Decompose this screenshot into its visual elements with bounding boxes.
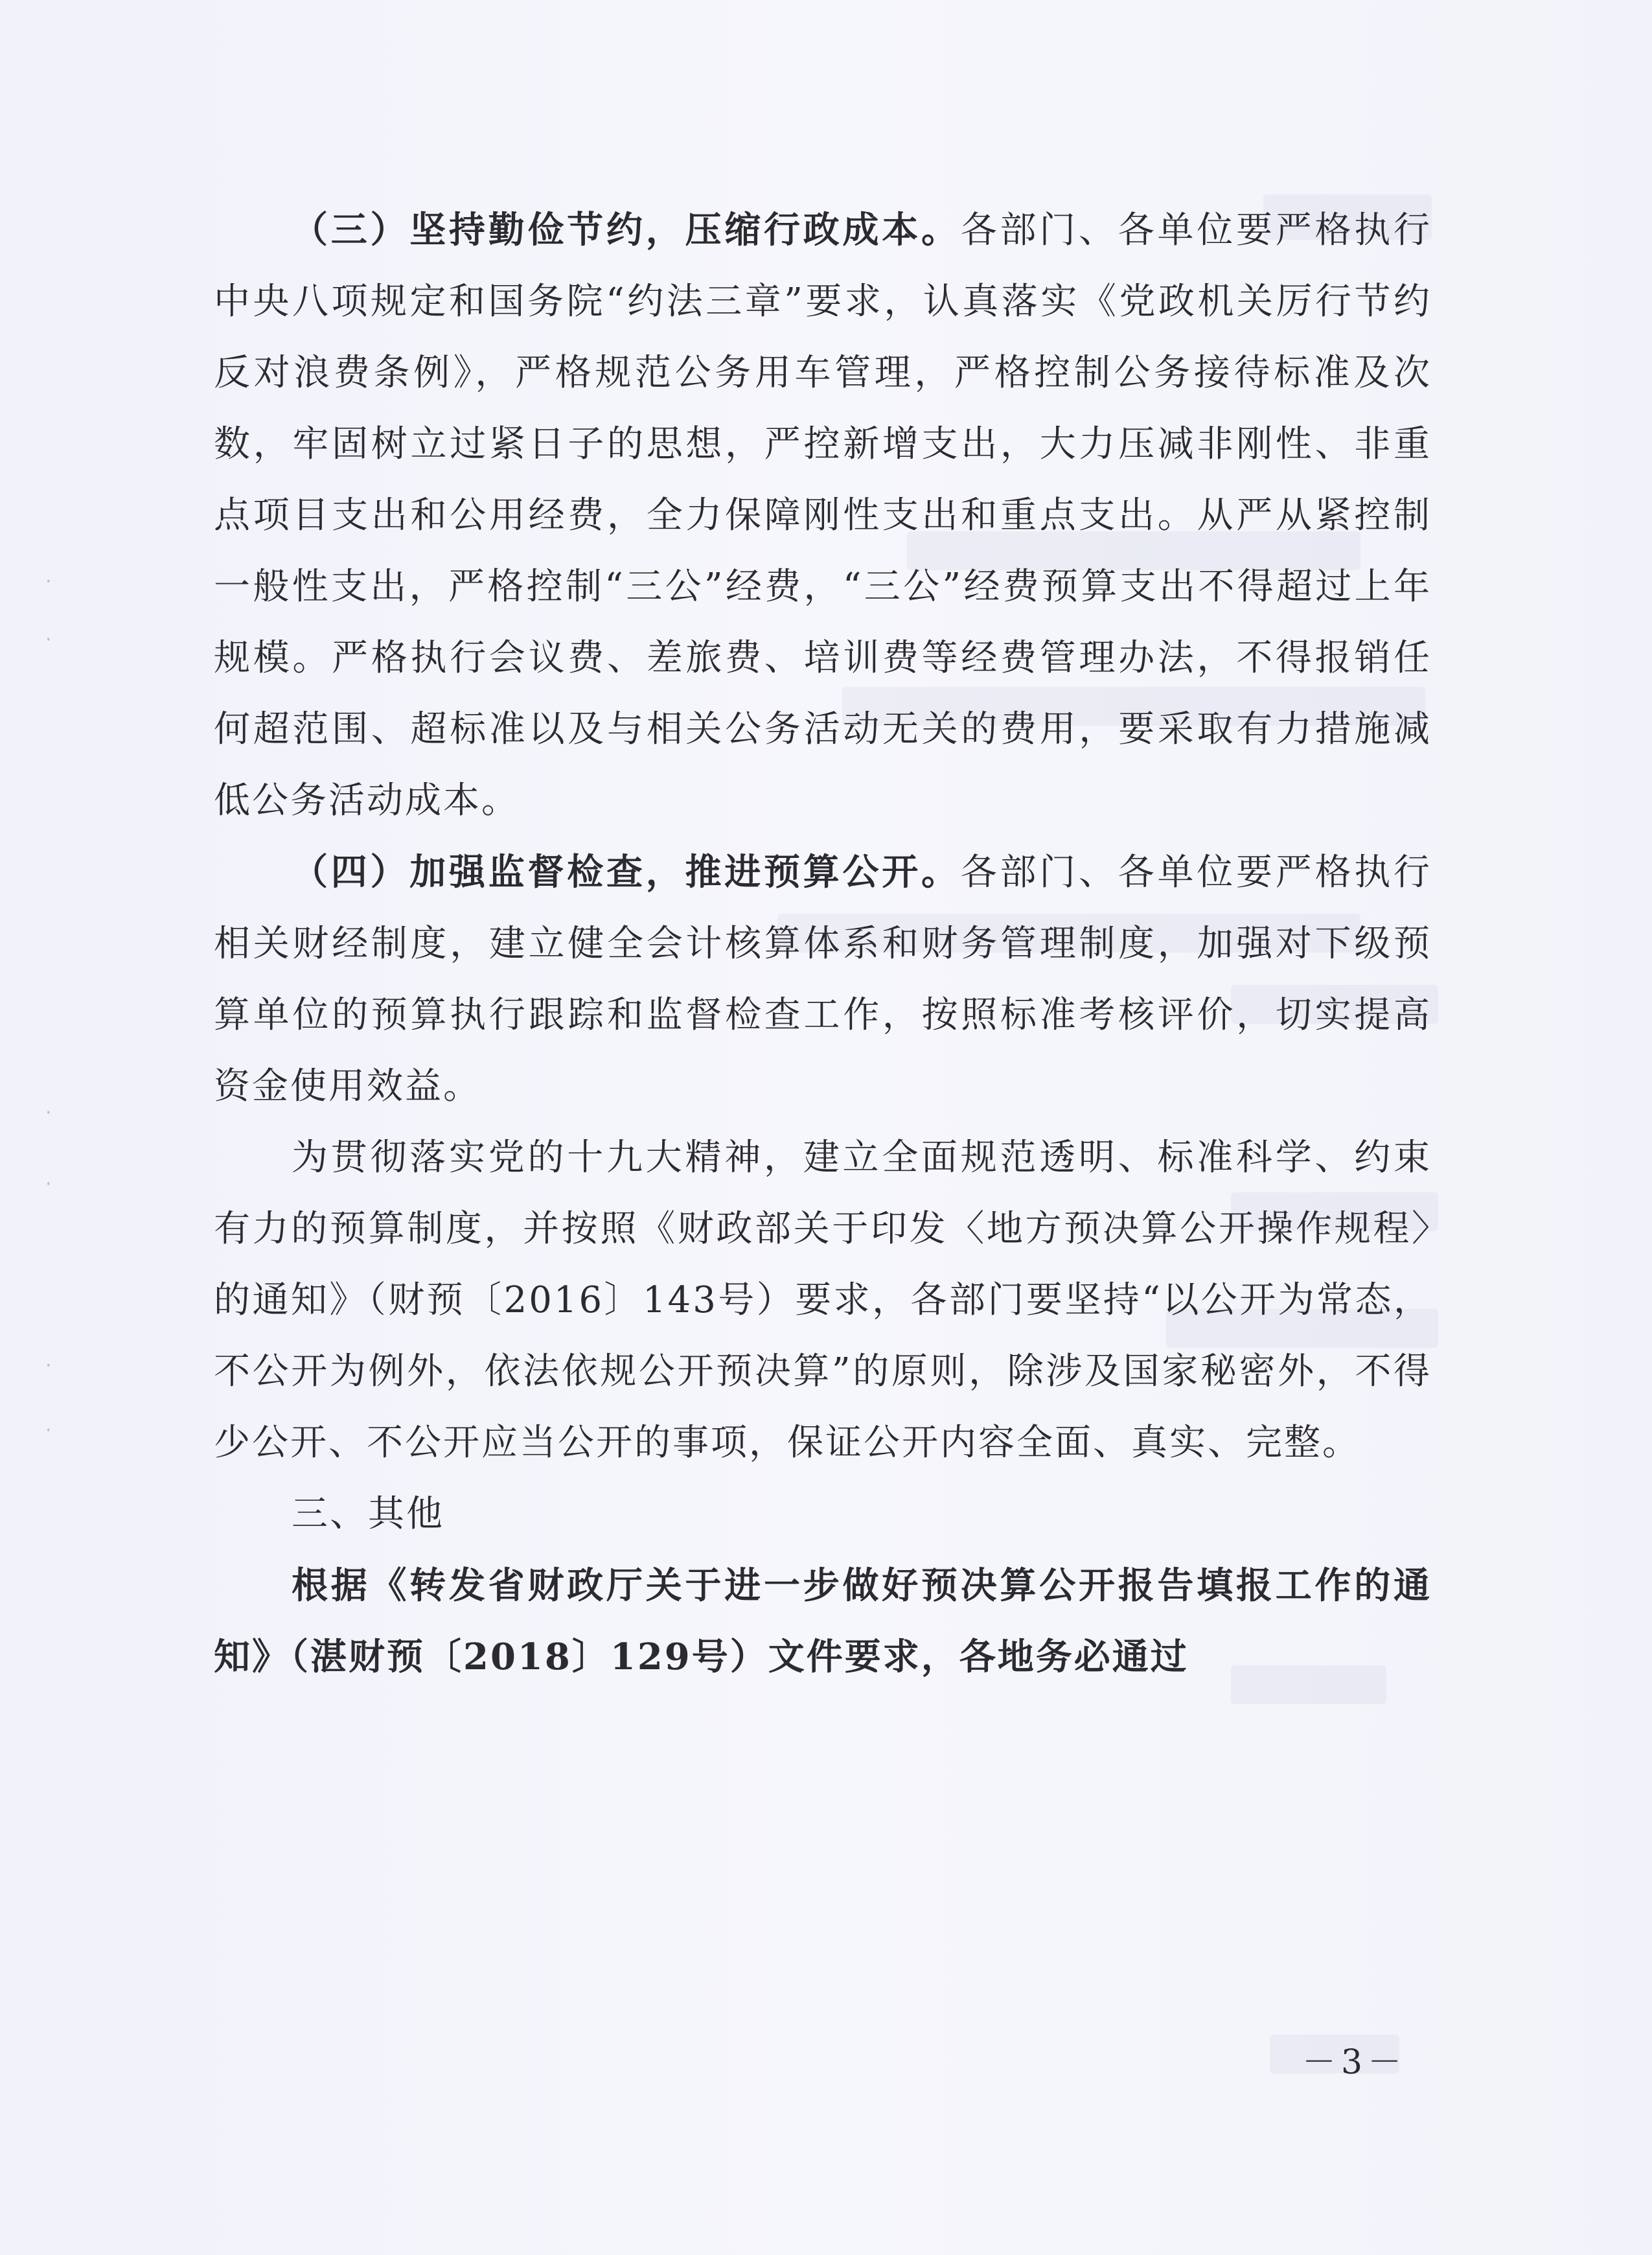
paragraph-body: 各部门、各单位要严格执行相关财经制度，建立健全会计核算体系和财务管理制度，加强对下级预算单位的预算执行跟踪和监督检查工作，按照标准考核评价，切实提高资金使用效益。 [214, 851, 1432, 1107]
document-body [214, 194, 1432, 1693]
margin-dot: · [45, 629, 52, 651]
paragraph-final: 根据《转发省财政厅关于进一步做好预决算公开报告填报工作的通知》（湛财预〔2018〕129号）文件要求，各地务必通过 [214, 1564, 1432, 1678]
margin-dot: · [45, 1173, 52, 1196]
margin-dot: · [45, 570, 52, 593]
margin-dot: · [45, 1102, 52, 1124]
paragraph-lead: （四）加强监督检查，推进预算公开。 [292, 851, 961, 894]
paragraph-disclosure [214, 1122, 1432, 1479]
paragraph-austerity [214, 194, 1432, 837]
page-number: －3－ [1302, 2043, 1407, 2082]
section-heading: 三、其他 [292, 1493, 444, 1535]
margin-dot: · [45, 1419, 52, 1442]
margin-dot: · [45, 1354, 52, 1377]
paragraph-lead: （三）坚持勤俭节约，压缩行政成本。 [292, 209, 961, 251]
paragraph-body: 各部门、各单位要严格执行中央八项规定和国务院“约法三章”要求，认真落实《党政机关厉行节约反对浪费条例》，严格规范公务用车管理，严格控制公务接待标准及次数，牢固树立过紧日子的思想，严控新增支出，大力压减非刚性、非重点项目支出和公用经费，全力保障刚性支出和重点支出。从严从紧控制一般性支出，严格控制“三公”经费，“三公”经费预算支出不得超过上年规模。严格执行会议费、差旅费、培训费等经费管理办法，不得报销任何超范围、超标准以及与相关公务活动无关的费用，要采取有力措施减低公务活动成本。 [214, 209, 1432, 822]
paragraph-body: 为贯彻落实党的十九大精神，建立全面规范透明、标准科学、约束有力的预算制度，并按照《财政部关于印发〈地方预决算公开操作规程〉的通知》（财预〔2016〕143号）要求，各部门要坚持“以公开为常态，不公开为例外，依法依规公开预决算”的原则，除涉及国家秘密外，不得少公开、不公开应当公开的事项，保证公开内容全面、真实、完整。 [214, 1137, 1432, 1464]
paragraph-supervision [214, 837, 1432, 1122]
